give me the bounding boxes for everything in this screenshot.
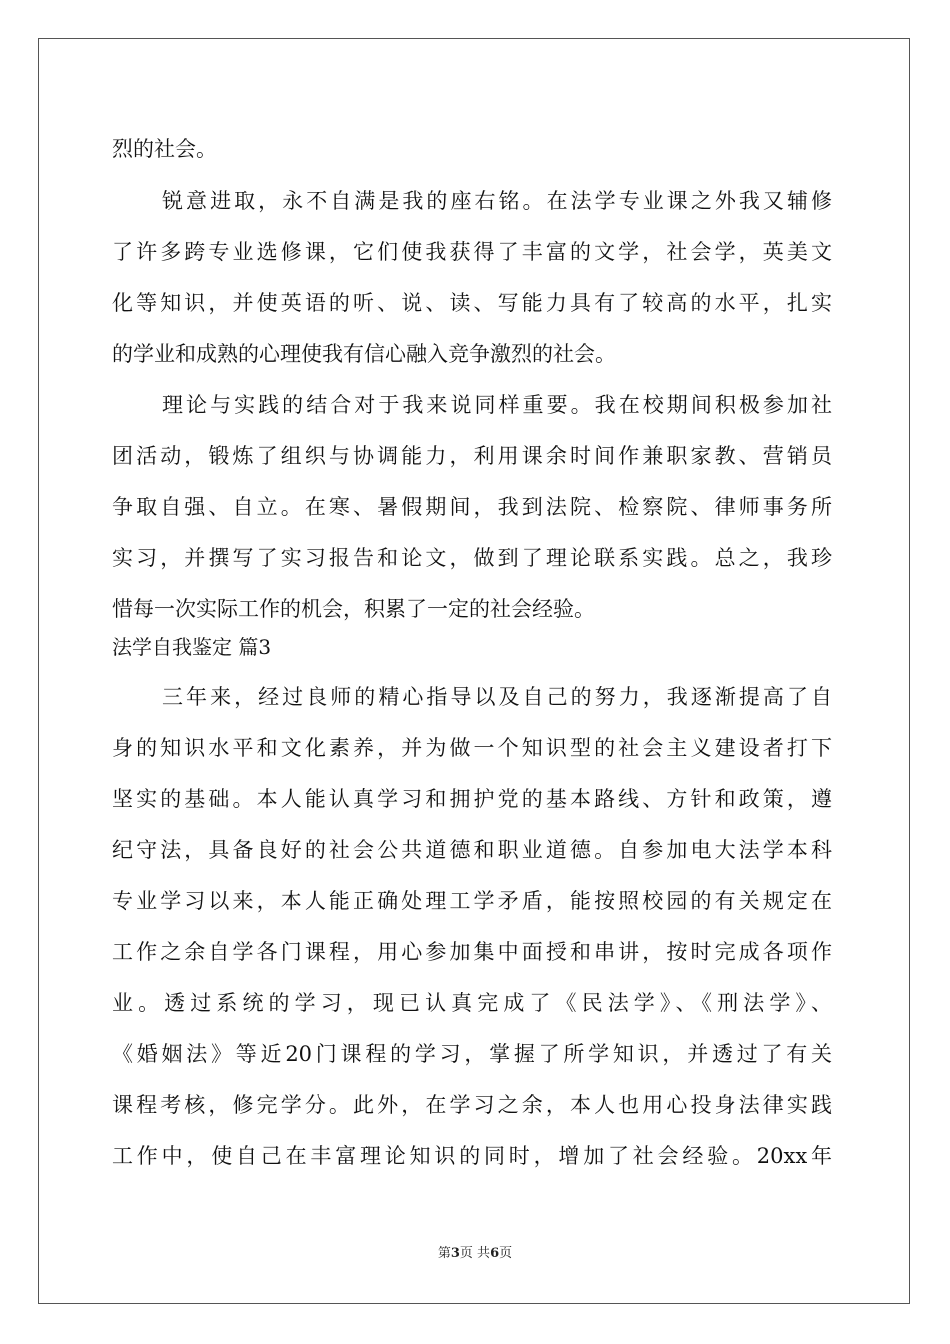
text-line: 坚实的基础。本人能认真学习和拥护党的基本路线、方针和政策，遵 [112,787,832,811]
section-heading: 法学自我鉴定 篇3 [112,635,272,659]
text-line: 争取自强、自立。在寒、暑假期间，我到法院、检察院、律师事务所 [112,495,832,519]
text-line: 锐意进取，永不自满是我的座右铭。在法学专业课之外我又辅修 [162,189,832,213]
text-line: 专业学习以来，本人能正确处理工学矛盾，能按照校园的有关规定在 [112,889,832,913]
text-line: 《婚姻法》等近20门课程的学习，掌握了所学知识，并透过了有关 [112,1042,832,1066]
text-line: 工作之余自学各门课程，用心参加集中面授和串讲，按时完成各项作 [112,940,832,964]
text-line: 化等知识，并使英语的听、说、读、写能力具有了较高的水平，扎实 [112,291,832,315]
text-line: 实习，并撰写了实习报告和论文，做到了理论联系实践。总之，我珍 [112,546,832,570]
text-line: 烈的社会。 [112,137,217,161]
text-line: 理论与实践的结合对于我来说同样重要。我在校期间积极参加社 [162,393,832,417]
text-line: 工作中，使自己在丰富理论知识的同时，增加了社会经验。20xx年 [112,1144,832,1168]
current-page-number: 3 [450,1246,460,1261]
text-line: 的学业和成熟的心理使我有信心融入竞争激烈的社会。 [112,342,616,366]
text-line: 了许多跨专业选修课，它们使我获得了丰富的文学，社会学，英美文 [112,240,832,264]
text-line: 课程考核，修完学分。此外，在学习之余，本人也用心投身法律实践 [112,1093,832,1117]
text-line: 团活动，锻炼了组织与协调能力，利用课余时间作兼职家教、营销员 [112,444,832,468]
text-line: 惜每一次实际工作的机会，积累了一定的社会经验。 [112,597,595,621]
text-line: 业。透过系统的学习，现已认真完成了《民法学》、《刑法学》、 [112,991,832,1015]
footer-suffix: 页 [499,1246,513,1261]
footer-mid: 页 共 [459,1246,491,1261]
footer-prefix: 第 [437,1246,451,1261]
text-line: 纪守法，具备良好的社会公共道德和职业道德。自参加电大法学本科 [112,838,832,862]
text-line: 身的知识水平和文化素养，并为做一个知识型的社会主义建设者打下 [112,736,832,760]
total-page-number: 6 [490,1246,500,1261]
text-line: 三年来，经过良师的精心指导以及自己的努力，我逐渐提高了自 [162,685,832,709]
page-footer [0,1245,950,1263]
